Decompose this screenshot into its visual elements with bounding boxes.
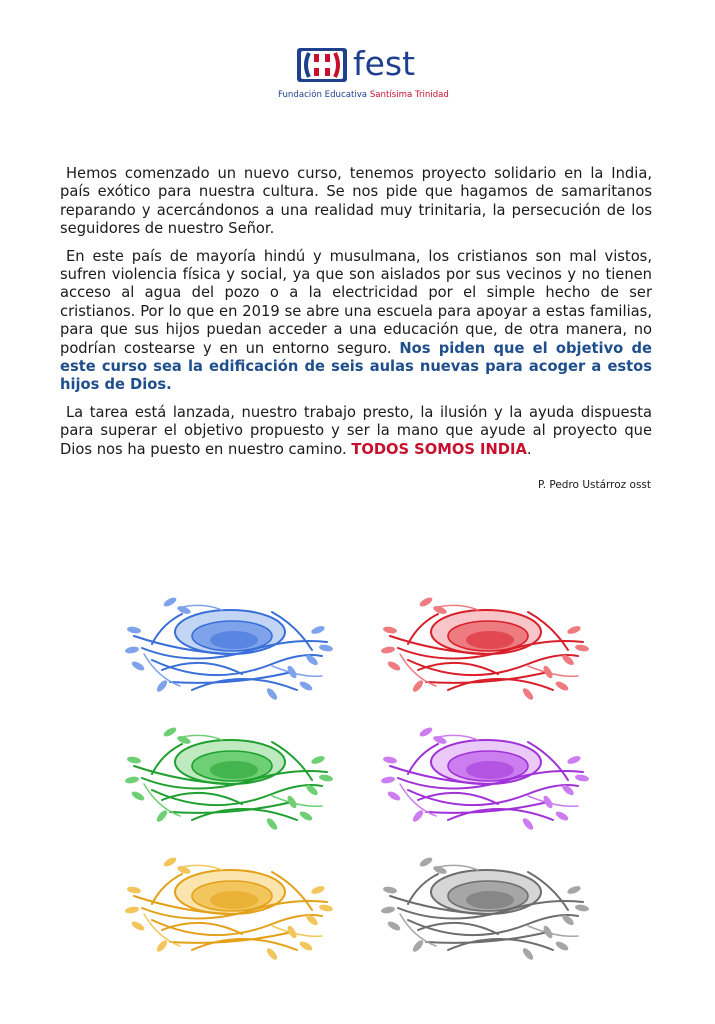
logo-subtitle — [278, 90, 458, 100]
paragraph-2-text: En este país de mayoría hindú y musulmana, los cristianos son mal vistos, sufren violencia física y social, ya que son aislados por sus vecinos y no tienen acceso al agua del pozo o a la electricidad por el simple hecho de ser cristianos. Por lo que en 2019 se abre una escuela para apoyar a estas familias, para que sus hijos puedan acceder a una educación que, de otra manera, no podrían costearse y en un entorno seguro. — [60, 247, 652, 357]
logo-subtitle-foundation: Fundación Educativa — [278, 90, 370, 100]
green-nest-icon — [122, 720, 337, 840]
orange-nest-icon — [122, 850, 337, 970]
blue-nest-icon — [122, 590, 337, 710]
fest-logo-mark-icon — [297, 48, 347, 82]
gray-nest-icon — [378, 850, 593, 970]
paragraph-3-highlight: TODOS SOMOS INDIA — [351, 440, 527, 458]
signature: P. Pedro Ustárroz osst — [538, 479, 651, 491]
paragraph-3-text: La tarea está lanzada, nuestro trabajo presto, la ilusión y la ayuda dispuesta para superar el objetivo propuesto y ser la mano que ayude al proyecto que Dios nos ha puesto en nuestro camino. — [60, 403, 652, 458]
logo-wordmark: fest — [353, 44, 416, 83]
paragraph-2-highlight: Nos piden que el objetivo de este curso sea la edificación de seis aulas nuevas para acoger a estos hijos de Dios. — [60, 339, 652, 394]
paragraph-3 — [60, 404, 652, 459]
purple-nest-icon — [378, 720, 593, 840]
paragraph-3-end: . — [526, 440, 532, 458]
red-nest-icon — [378, 590, 593, 710]
letter-body — [60, 165, 652, 468]
nest-illustrations — [0, 580, 715, 1000]
logo-subtitle-trinity: Santísima Trinidad — [369, 90, 449, 100]
paragraph-2 — [60, 248, 652, 395]
fest-logo — [276, 44, 456, 106]
paragraph-1: Hemos comenzado un nuevo curso, tenemos proyecto solidario en la India, país exótico para nuestra cultura. Se nos pide que hagamos de samaritanos reparando y acercándonos a una realidad muy trinitaria, la persecución de los seguidores de nuestro Señor. — [60, 165, 652, 238]
